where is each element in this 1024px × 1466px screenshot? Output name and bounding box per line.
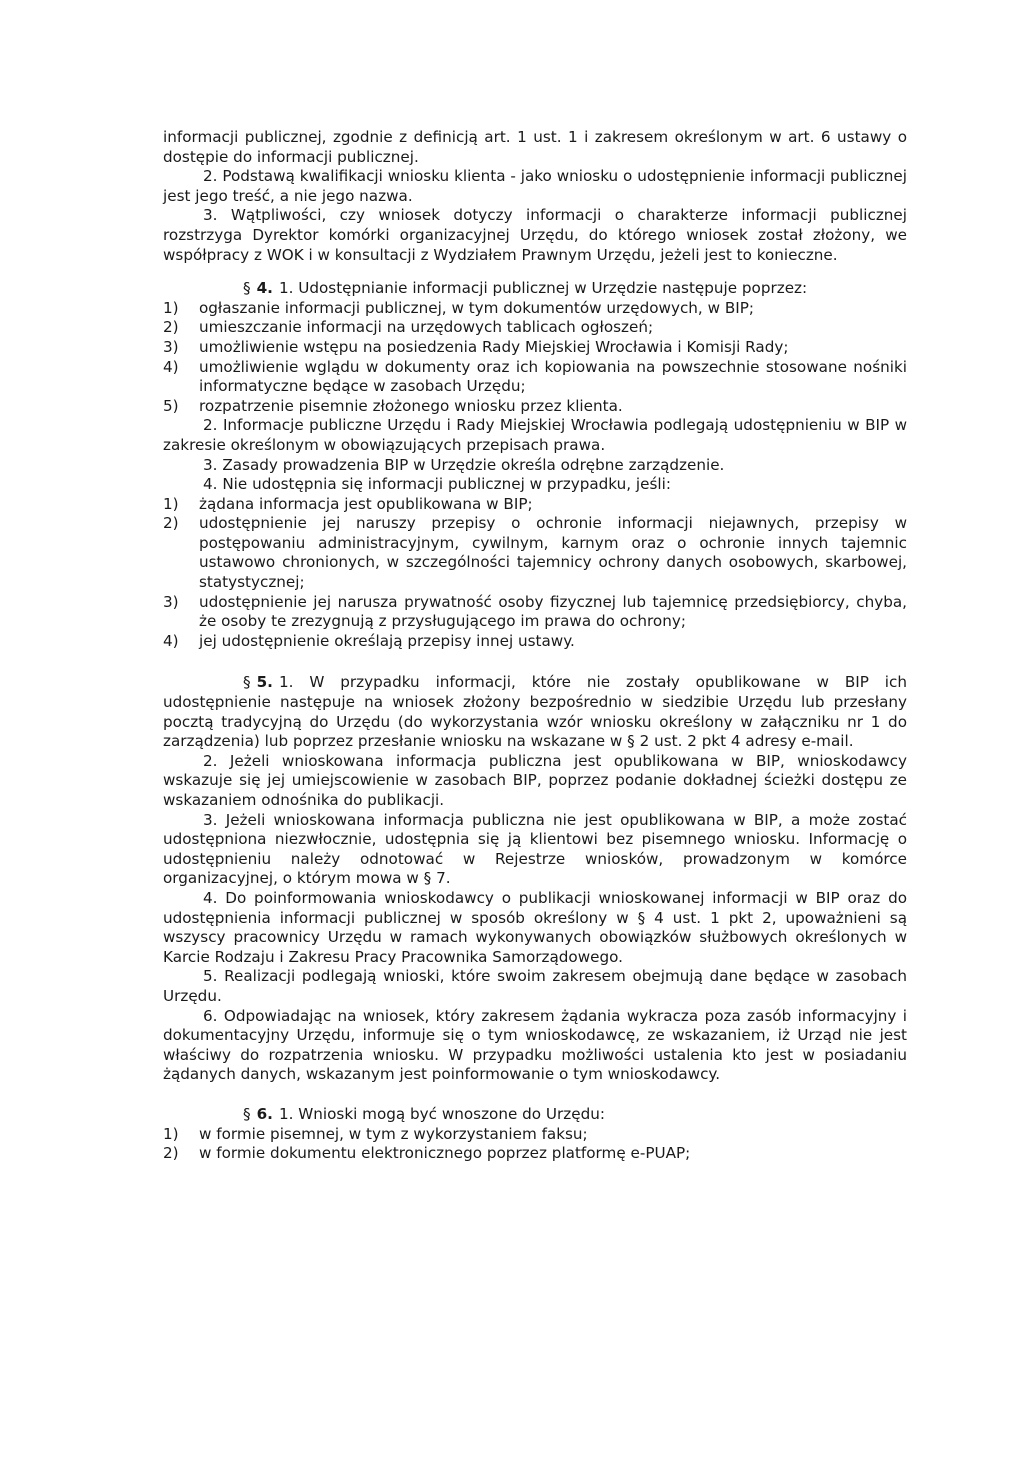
section-5-paragraph-5: 5. Realizacji podlegają wnioski, które swoim zakresem obejmują dane będące w zasobach Urzędu. bbox=[163, 967, 907, 1005]
section-5-paragraph-6: 6. Odpowiadając na wniosek, który zakresem żądania wykracza poza zasób informacyjny i dokumentacyjny Urzędu, informuje się o tym wnioskodawcę, ze wskazaniem, iż Urząd nie jest właściwy do rozpatrzenia wniosku. W przypadku możliwości ustalenia kto jest w posiadaniu żądanych danych, wskazanym jest poinformowanie o tym wnioskodawcy. bbox=[163, 1006, 907, 1084]
list-item-number: 1) bbox=[163, 1124, 179, 1143]
section-4-list-2 bbox=[163, 495, 907, 652]
intro-paragraph-1: informacji publicznej, zgodnie z definicją art. 1 ust. 1 i zakresem określonym w art. 6 ustawy o dostępie do informacji publicznej. bbox=[163, 128, 907, 166]
section-number: 5. bbox=[256, 673, 273, 692]
section-4-paragraph-2: 2. Informacje publiczne Urzędu i Rady Miejskiej Wrocławia podlegają udostępnieniu w BIP w zakresie określonym w obowiązujących przepisach prawa. bbox=[163, 416, 907, 454]
list-item bbox=[163, 299, 907, 319]
list-item-number: 1) bbox=[163, 298, 179, 317]
list-item-number: 3) bbox=[163, 337, 179, 356]
section-4-list-1 bbox=[163, 299, 907, 417]
list-item bbox=[163, 514, 907, 592]
section-sign: § bbox=[243, 1104, 251, 1123]
list-item-text: umieszczanie informacji na urzędowych tablicach ogłoszeń; bbox=[199, 318, 654, 337]
list-item-text: udostępnienie jej naruszy przepisy o ochronie informacji niejawnych, przepisy w postępowaniu administracyjnym, cywilnym, karnym oraz o ochronie innych tajemnic ustawowo chronionych, w szczególności tajemnicy ochrony danych osobowych, skarbowej, statystycznej; bbox=[199, 514, 907, 592]
section-4-lead: 1. Udostępnianie informacji publicznej w Urzędzie następuje poprzez: bbox=[278, 279, 808, 298]
section-6-heading bbox=[163, 1105, 907, 1125]
intro-paragraph-3: 3. Wątpliwości, czy wniosek dotyczy informacji o charakterze informacji publicznej rozstrzyga Dyrektor komórki organizacyjnej Urzędu, do którego wniosek został złożony, we współpracy z WOK i w konsultacji z Wydziałem Prawnym Urzędu, jeżeli jest to konieczne. bbox=[163, 206, 907, 264]
list-item-number: 2) bbox=[163, 318, 179, 337]
list-item-number: 5) bbox=[163, 396, 179, 415]
list-item-number: 2) bbox=[163, 1144, 179, 1163]
list-item-text: w formie pisemnej, w tym z wykorzystaniem faksu; bbox=[199, 1124, 588, 1143]
list-item bbox=[163, 593, 907, 632]
list-item bbox=[163, 397, 907, 417]
section-sign: § bbox=[243, 279, 251, 298]
list-item-text: umożliwienie wglądu w dokumenty oraz ich kopiowania na powszechnie stosowane nośniki informatyczne będące w zasobach Urzędu; bbox=[199, 357, 907, 396]
list-item-number: 1) bbox=[163, 494, 179, 513]
list-item bbox=[163, 1125, 907, 1145]
list-item-number: 4) bbox=[163, 631, 179, 650]
list-item bbox=[163, 495, 907, 515]
list-item bbox=[163, 632, 907, 652]
list-item-number: 3) bbox=[163, 592, 179, 611]
section-4-paragraph-4: 4. Nie udostępnia się informacji publicznej w przypadku, jeśli: bbox=[203, 475, 671, 494]
section-4-paragraph-3: 3. Zasady prowadzenia BIP w Urzędzie określa odrębne zarządzenie. bbox=[203, 455, 725, 474]
document-page bbox=[163, 128, 907, 1164]
list-item-number: 4) bbox=[163, 357, 179, 376]
list-item-text: żądana informacja jest opublikowana w BIP; bbox=[199, 494, 533, 513]
list-item-text: umożliwienie wstępu na posiedzenia Rady Miejskiej Wrocławia i Komisji Rady; bbox=[199, 337, 789, 356]
section-number: 6. bbox=[256, 1104, 273, 1123]
list-item bbox=[163, 358, 907, 397]
section-number: 4. bbox=[256, 279, 273, 298]
list-item-number: 2) bbox=[163, 514, 179, 533]
list-item bbox=[163, 318, 907, 338]
section-4-heading bbox=[163, 279, 907, 299]
section-5-paragraph-1 bbox=[163, 673, 907, 751]
list-item bbox=[163, 338, 907, 358]
section-5-text-1: 1. W przypadku informacji, które nie zostały opublikowane w BIP ich udostępnienie następuje na wniosek złożony bezpośrednio w siedzibie Urzędu lub przesłany pocztą tradycyjną do Urzędu (do wykorzystania wzór wniosku określony w załączniku nr 1 do zarządzenia) lub poprzez przesłanie wniosku na wskazane w § 2 ust. 2 pkt 4 adresy e-mail. bbox=[163, 673, 907, 751]
list-item-text: w formie dokumentu elektronicznego poprzez platformę e-PUAP; bbox=[199, 1144, 691, 1163]
section-5-paragraph-4: 4. Do poinformowania wnioskodawcy o publikacji wnioskowanej informacji w BIP oraz do udostępnienia informacji publicznej w sposób określony w § 4 ust. 1 pkt 2, upoważnieni są wszyscy pracownicy Urzędu w ramach wykonywanych obowiązków służbowych określonych w Karcie Rodzaju i Zakresu Pracy Pracownika Samorządowego. bbox=[163, 888, 907, 966]
list-item-text: rozpatrzenie pisemnie złożonego wniosku przez klienta. bbox=[199, 396, 623, 415]
section-6-list bbox=[163, 1125, 907, 1164]
list-item bbox=[163, 1144, 907, 1164]
section-5-paragraph-3: 3. Jeżeli wnioskowana informacja publiczna nie jest opublikowana w BIP, a może zostać udostępniona niezwłocznie, udostępnia się ją klientowi bez pisemnego wniosku. Informację o udostępnieniu należy odnotować w Rejestrze wniosków, prowadzonym w komórce organizacyjnej, o którym mowa w § 7. bbox=[163, 810, 907, 888]
section-5-paragraph-2: 2. Jeżeli wnioskowana informacja publiczna jest opublikowana w BIP, wnioskodawcy wskazuje się jej umiejscowienie w zasobach BIP, poprzez podanie dokładnej ścieżki dostępu ze wskazaniem odnośnika do publikacji. bbox=[163, 751, 907, 809]
list-item-text: udostępnienie jej narusza prywatność osoby fizycznej lub tajemnicę przedsiębiorcy, chyba, że osoby te zrezygnują z przysługującego im prawa do ochrony; bbox=[199, 592, 907, 631]
list-item-text: ogłaszanie informacji publicznej, w tym dokumentów urzędowych, w BIP; bbox=[199, 298, 754, 317]
section-sign: § bbox=[243, 673, 251, 692]
section-6-lead: 1. Wnioski mogą być wnoszone do Urzędu: bbox=[278, 1104, 605, 1123]
list-item-text: jej udostępnienie określają przepisy innej ustawy. bbox=[199, 631, 575, 650]
intro-paragraph-2: 2. Podstawą kwalifikacji wniosku klienta - jako wniosku o udostępnienie informacji publicznej jest jego treść, a nie jego nazwa. bbox=[163, 167, 907, 205]
